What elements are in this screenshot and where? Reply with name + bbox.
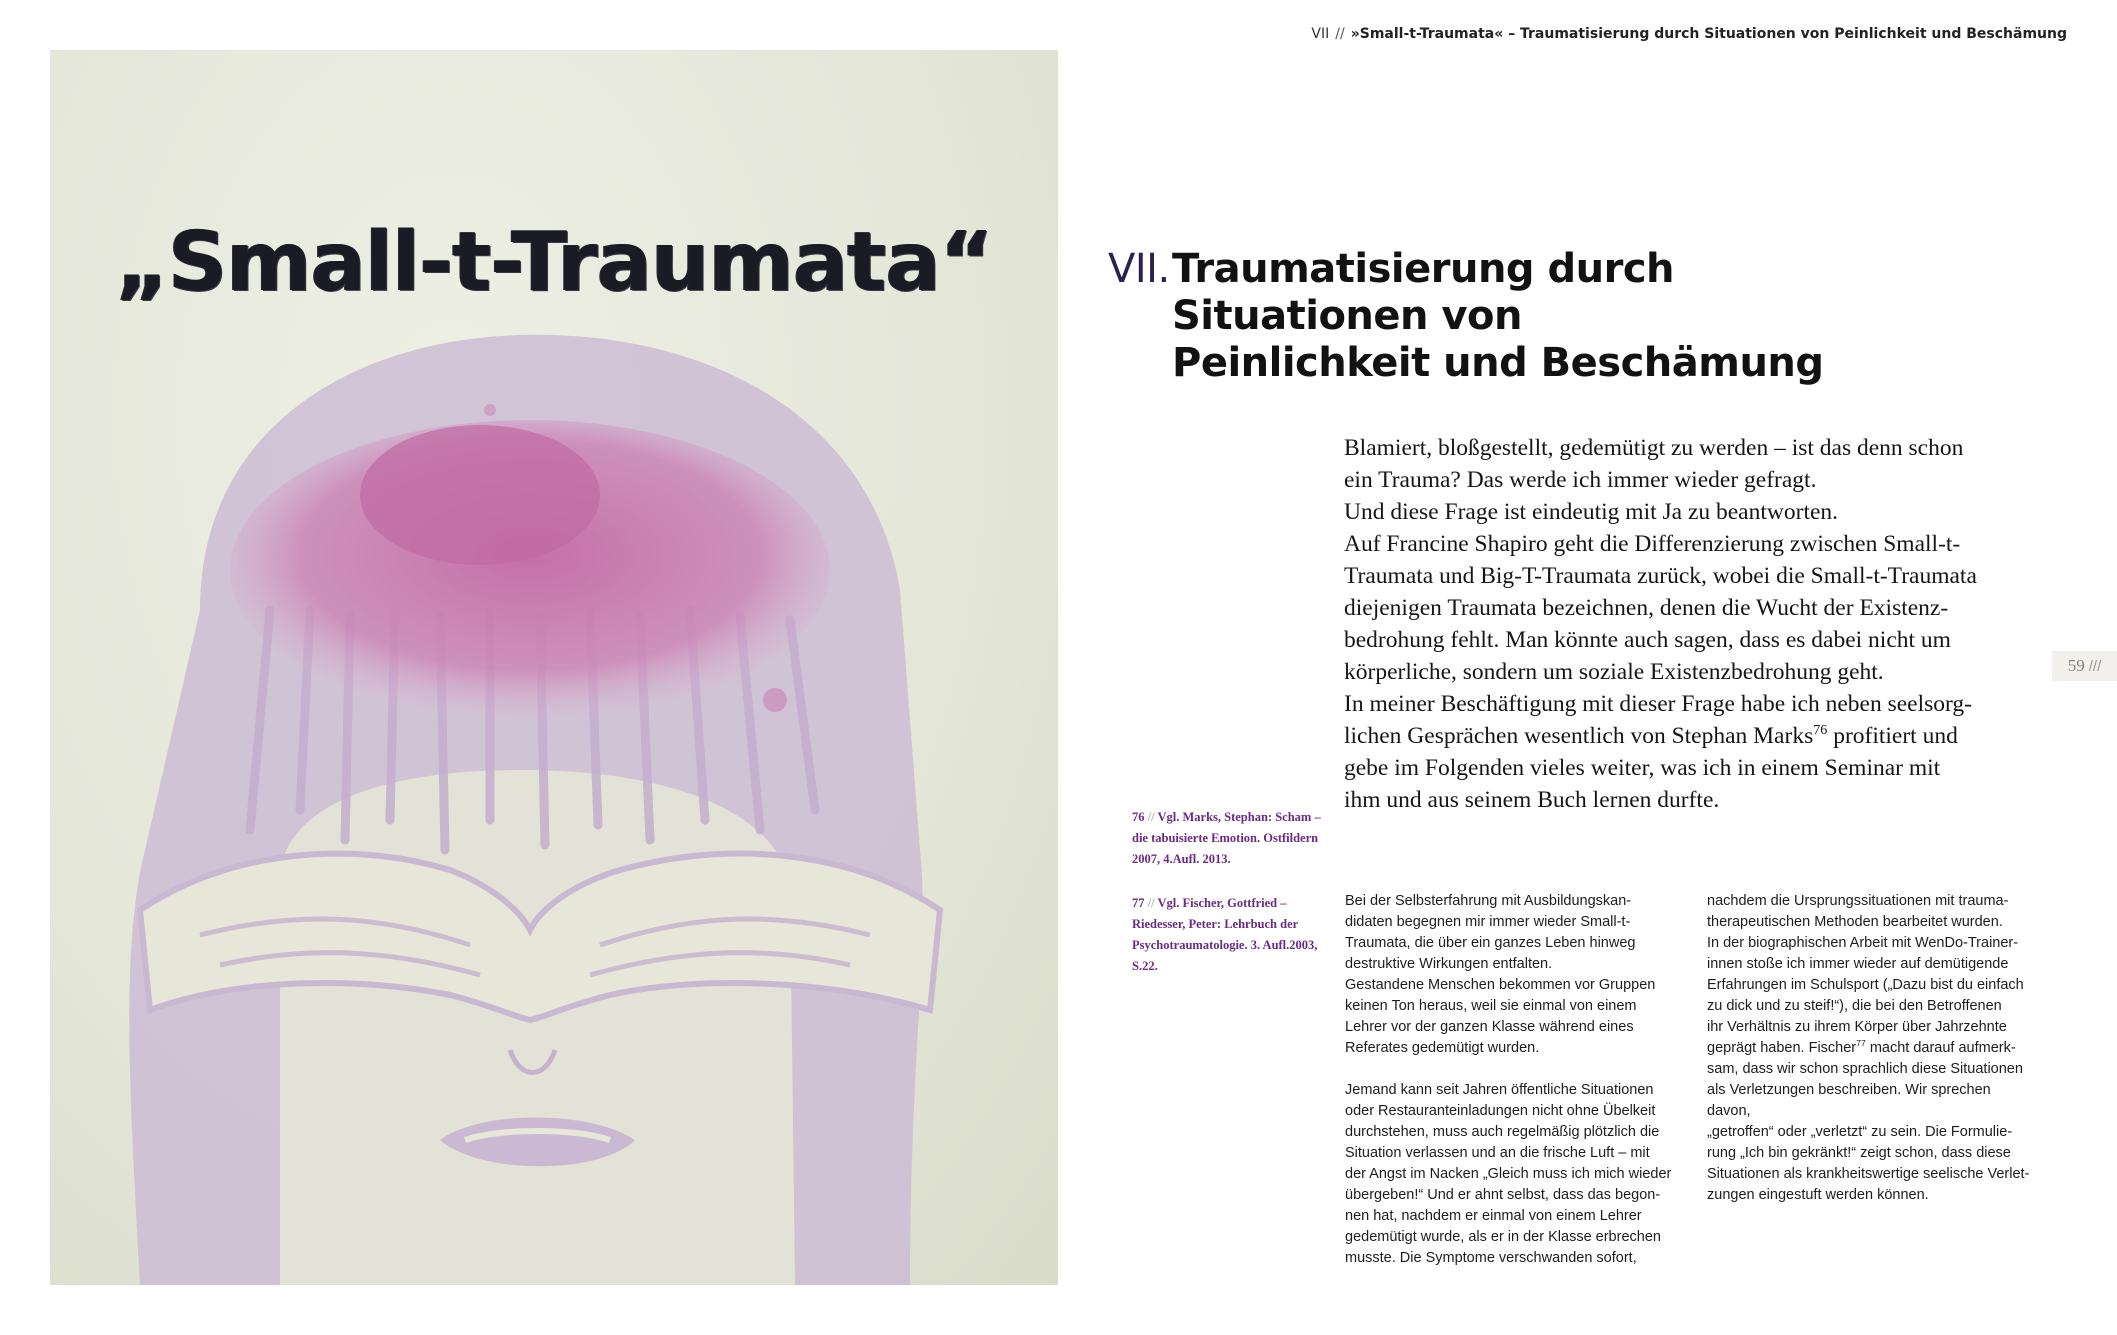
body-paragraph: Bei der Selbsterfahrung mit Ausbildungskan- didaten begegnen mir immer wieder Small-t- Traumata, die über ein ganzes Leben hinweg destruktive Wirkungen entfalten. Gestandene Menschen bekommen vor Gruppen keinen Ton heraus, weil sie einmal von einem Lehrer vor der ganzen Klasse während eines Referates gedemütigt wurden.: [1345, 893, 1656, 1056]
running-header: [1311, 26, 2067, 42]
body-paragraph: [1707, 891, 2037, 1206]
footnote-ref-76[interactable]: 76: [1813, 722, 1828, 739]
body-text-part-1: nachdem die Ursprungssituationen mit trauma- therapeutischen Methoden bearbeitet wurden. In der biographischen Arbeit mit WenDo-Trainer- innen stoße ich immer wieder auf demütigende Erfahrungen im Schulsport („Dazu bist du einfach zu dick und zu steif!“), die bei den Betroffenen ihr Verhältnis zu ihrem Körper über Jahrzehnte geprägt haben. Fischer: [1707, 893, 2024, 1056]
body-column-2: [1707, 891, 2037, 1206]
footnote-text: Vgl. Marks, Stephan: Scham – die tabuisierte Emotion. Ostfildern 2007, 4.Aufl. 2013.: [1132, 810, 1321, 866]
footnote-76: [1132, 807, 1332, 870]
footnote-separator: //: [1147, 896, 1155, 910]
chapter-title-line-1: Traumatisierung durch Situationen von: [1172, 246, 1674, 339]
illustration-title: „Small-t-Traumata“: [115, 215, 993, 310]
footnote-ref-77[interactable]: 77: [1856, 1038, 1866, 1049]
page-number-tab: [2052, 651, 2117, 681]
body-text-part-2: macht darauf aufmerk- sam, dass wir schon sprachlich diese Situationen als Verletzungen beschreiben. Wir sprechen davon, „getroffen“ oder „verletzt“ zu sein. Die Formulie- rung „Ich bin gekränkt!“ zeigt schon, dass diese Situationen als krankheitswertige seelische Verlet- zungen eingestuft werden können.: [1707, 1040, 2030, 1203]
page-number-marker: ///: [2088, 657, 2102, 675]
page-number: 59: [2067, 656, 2085, 675]
chapter-title: [1172, 246, 1932, 387]
body-paragraph: Jemand kann seit Jahren öffentliche Situationen oder Restauranteinladungen nicht ohne Übelkeit durchstehen, muss auch regelmäßig plötzlich die Situation verlassen und an die frische Luft – mit der Angst im Nacken „Gleich muss ich mich wieder übergeben!“ Und er ahnt selbst, dass das begon- nen hat, nachdem er einmal von einem Lehrer gedemütigt wurde, als er in der Klasse erbrechen musste. Die Symptome verschwanden sofort,: [1345, 1082, 1672, 1266]
chapter-illustration: [50, 50, 1058, 1285]
lead-text-part-1: Blamiert, bloßgestellt, gedemütigt zu werden – ist das denn schon ein Trauma? Das werde ich immer wieder gefragt. Und diese Frage ist eindeutig mit Ja zu beantworten. Auf Francine Shapiro geht die Differenzierung zwischen Small-t- Traumata und Big-T-Traumata zurück, wobei die Small-t-Traumata diejenigen Traumata bezeichnen, denen die Wucht der Existenz- bedrohung fehlt. Man könnte auch sagen, dass es dabei nicht um körperliche, sondern um soziale Existenzbedrohung geht. In meiner Beschäftigung mit dieser Frage habe ich neben seelsorg- lichen Gesprächen wesentlich von Stephan Marks: [1344, 435, 1977, 749]
footnote-separator: //: [1147, 810, 1155, 824]
footnote-77: [1132, 893, 1332, 977]
header-separator: //: [1335, 26, 1345, 42]
lead-text-part-2: profitiert und gebe im Folgenden vieles weiter, was ich in einem Seminar mit ihm und aus seinem Buch lernen durfte.: [1344, 723, 1958, 813]
chapter-title-line-2: Peinlichkeit und Beschämung: [1172, 340, 1824, 386]
body-column-1: [1345, 891, 1675, 1269]
footnote-number: 76: [1132, 810, 1145, 824]
chapter-number: VII.: [1108, 246, 1170, 292]
header-running-title: »Small-t-Traumata« – Traumatisierung durch Situationen von Peinlichkeit und Beschämung: [1350, 26, 2067, 42]
lead-paragraph: [1344, 432, 2064, 816]
footnote-number: 77: [1132, 896, 1145, 910]
footnote-text: Vgl. Fischer, Gottfried – Riedesser, Peter: Lehrbuch der Psychotraumatologie. 3. Aufl.2003, S.22.: [1132, 896, 1318, 973]
header-chapter-numeral: VII: [1311, 26, 1330, 42]
